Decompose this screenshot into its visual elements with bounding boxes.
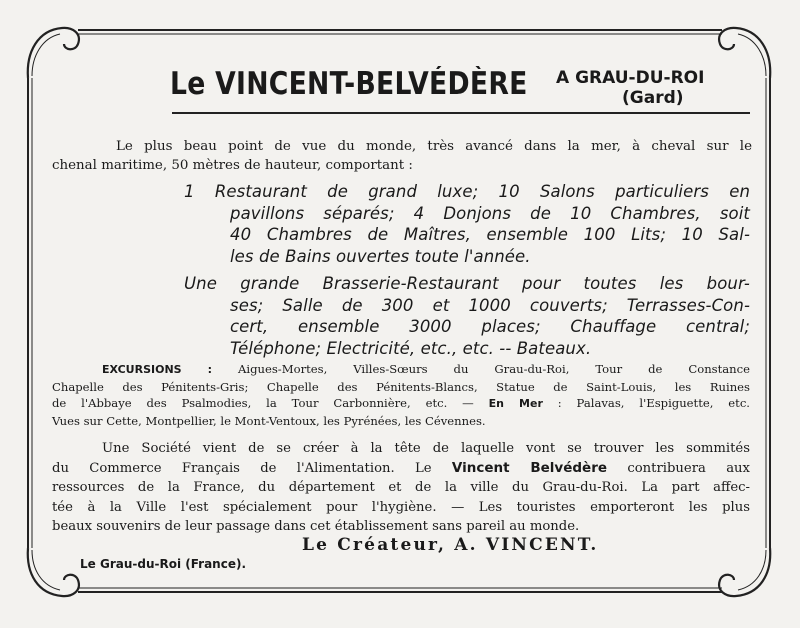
excursions-paragraph — [52, 361, 750, 429]
intro-line: chenal maritime, 50 mètres de hauteur, comportant : — [52, 158, 413, 173]
feature-line: Téléphone; Electricité, etc., etc. -- Bateaux. — [230, 338, 592, 358]
feature-line: 1 Restaurant de grand luxe; 10 Salons particuliers en — [184, 182, 750, 201]
feature-line: Une grande Brasserie-Restaurant pour toutes les bour- — [184, 274, 750, 293]
society-text: contribuera aux — [627, 460, 750, 476]
feature-line: pavillons séparés; 4 Donjons de 10 Chambres, soit — [230, 203, 750, 223]
intro-paragraph — [52, 137, 752, 175]
location-town: A GRAU-DU-ROI — [556, 68, 705, 88]
features-block-rooms — [184, 181, 750, 267]
society-paragraph — [52, 439, 750, 537]
feature-line: 40 Chambres de Maîtres, ensemble 100 Lits; 10 Sal- — [230, 225, 750, 244]
feature-line: ses; Salle de 300 et 1000 couverts; Terrasses-Con- — [230, 295, 750, 315]
intro-line: Le plus beau point de vue du monde, très avancé dans la mer, à cheval sur le — [116, 139, 752, 154]
society-line: beaux souvenirs de leur passage dans cet établissement sans pareil au monde. — [52, 519, 580, 535]
excursions-line: Vues sur Cette, Montpellier, le Mont-Ventoux, les Pyrénées, les Cévennes. — [52, 413, 486, 428]
establishment-name: Vincent Belvédère — [451, 459, 608, 476]
feature-line: les de Bains ouvertes toute l'année. — [230, 246, 531, 266]
footer-location: Le Grau-du-Roi (France). — [80, 557, 247, 571]
excursions-text: : Palavas, l'Espiguette, etc. — [557, 396, 750, 410]
location-heading — [556, 68, 704, 108]
excursions-text: de l'Abbaye des Psalmodies, la Tour Carbonnière, etc. — — [52, 396, 474, 410]
location-department: (Gard) — [622, 88, 684, 108]
en-mer-label: En Mer — [488, 397, 543, 410]
society-line: tée à la Ville l'est spécialement pour l'hygiène. — Les touristes emporteront les plus — [52, 499, 750, 515]
society-text: du Commerce Français de l'Alimentation. Le — [52, 460, 432, 476]
excursions-label: EXCURSIONS : — [102, 363, 213, 376]
excursions-line — [52, 395, 750, 413]
signature: Le Créateur, A. VINCENT. — [302, 535, 599, 555]
excursions-text: Aigues-Mortes, Villes-Sœurs du Grau-du-Roi, Tour de Constance — [238, 362, 751, 376]
society-line: ressources de la France, du département et de la ville du Grau-du-Roi. La part affec- — [52, 480, 750, 496]
page-title: Le VINCENT-BELVÉDÈRE — [170, 66, 528, 102]
society-line — [52, 459, 750, 479]
society-line: Une Société vient de se créer à la tête de laquelle vont se trouver les sommités — [102, 441, 750, 456]
feature-line: cert, ensemble 3000 places; Chauffage central; — [230, 317, 750, 336]
excursions-line: Chapelle des Pénitents-Gris; Chapelle des Pénitents-Blancs, Statue de Saint-Louis, les Ruines — [52, 379, 750, 394]
excursions-line — [52, 361, 750, 379]
features-block-brasserie — [184, 273, 750, 359]
title-underline — [172, 112, 750, 114]
